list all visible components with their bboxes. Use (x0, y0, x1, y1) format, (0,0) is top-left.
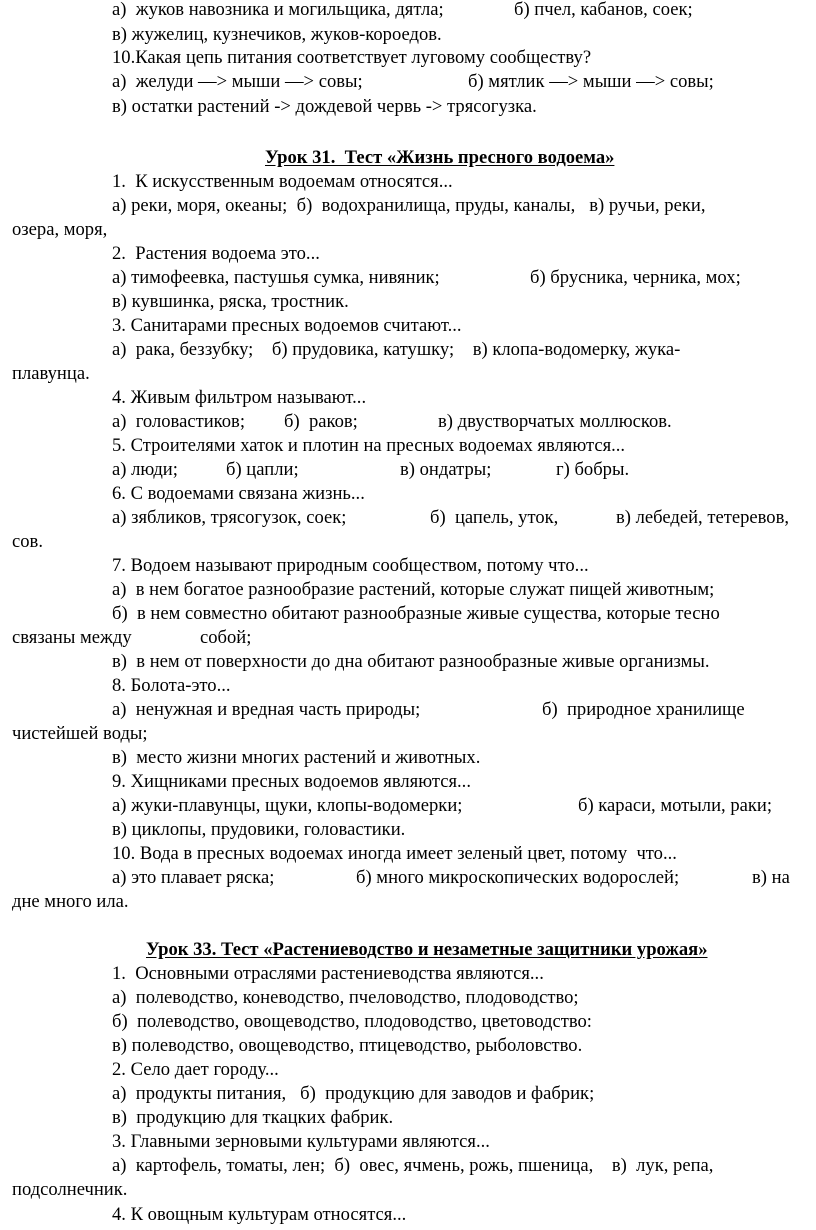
question-line: 2. Село дает городу... (112, 1059, 279, 1080)
answer-line: а) люди; (112, 459, 178, 480)
answer-line: а) головастиков; (112, 411, 245, 432)
answer-line: в) остатки растений -> дождевой червь -> трясогузка. (112, 96, 537, 117)
answer-line: а) полеводство, коневодство, пчеловодство, плодоводство; (112, 987, 579, 1008)
answer-line: подсолнечник. (12, 1179, 128, 1200)
question-line: 10. Вода в пресных водоемах иногда имеет зеленый цвет, потому что... (112, 843, 677, 864)
answer-line: в) двустворчатых моллюсков. (438, 411, 672, 432)
answer-line: а) зябликов, трясогузок, соек; (112, 507, 347, 528)
answer-line: а) в нем богатое разнообразие растений, которые служат пищей животным; (112, 579, 715, 600)
answer-line: б) цапель, уток, (430, 507, 559, 528)
question-line: 9. Хищниками пресных водоемов являются... (112, 771, 471, 792)
answer-line: б) много микроскопических водорослей; (356, 867, 680, 888)
answer-line: б) караси, мотыли, раки; (578, 795, 773, 816)
answer-line: б) пчел, кабанов, соек; (514, 0, 693, 20)
answer-line: собой; (200, 627, 252, 648)
section-title: Урок 33. Тест «Растениеводство и незаметные защитники урожая» (146, 939, 708, 960)
answer-line: в) кувшинка, ряска, тростник. (112, 291, 349, 312)
question-line: 4. Живым фильтром называют... (112, 387, 367, 408)
answer-line: а) желуди —> мыши —> совы; (112, 71, 363, 92)
section-title: Урок 31. Тест «Жизнь пресного водоема» (265, 147, 615, 168)
answer-line: в) жужелиц, кузнечиков, жуков-короедов. (112, 24, 442, 45)
question-line: 4. К овощным культурам относятся... (112, 1204, 407, 1225)
answer-line: а) тимофеевка, пастушья сумка, нивяник; (112, 267, 440, 288)
answer-line: в) продукцию для ткацких фабрик. (112, 1107, 394, 1128)
question-line: 3. Главными зерновыми культурами являются... (112, 1131, 490, 1152)
answer-line: б) мятлик —> мыши —> совы; (468, 71, 714, 92)
answer-line: в) лебедей, тетеревов, (616, 507, 790, 528)
answer-line: а) рака, беззубку; б) прудовика, катушку; в) клопа-водомерку, жука- (112, 339, 681, 360)
question-line: 2. Растения водоема это... (112, 243, 320, 264)
answer-line: в) в нем от поверхности до дна обитают разнообразные живые организмы. (112, 651, 710, 672)
answer-line: в) полеводство, овощеводство, птицеводство, рыболовство. (112, 1035, 583, 1056)
answer-line: б) брусника, черника, мох; (530, 267, 741, 288)
answer-line: б) цапли; (226, 459, 299, 480)
answer-line: в) на (752, 867, 790, 888)
answer-line: б) природное хранилище (542, 699, 745, 720)
answer-line: а) это плавает ряска; (112, 867, 275, 888)
question-line: 1. Основными отраслями растениеводства являются... (112, 963, 544, 984)
question-line: 6. С водоемами связана жизнь... (112, 483, 365, 504)
answer-line: б) раков; (284, 411, 358, 432)
answer-line: а) жуки-плавунцы, щуки, клопы-водомерки; (112, 795, 463, 816)
answer-line: чистейшей воды; (12, 723, 148, 744)
answer-line: сов. (12, 531, 43, 552)
answer-line: а) ненужная и вредная часть природы; (112, 699, 421, 720)
question-line: 5. Строителями хаток и плотин на пресных водоемах являются... (112, 435, 626, 456)
question-line: 1. К искусственным водоемам относятся... (112, 171, 453, 192)
answer-line: а) картофель, томаты, лен; б) овес, ячмень, рожь, пшеница, в) лук, репа, (112, 1155, 714, 1176)
answer-line: а) продукты питания, б) продукцию для заводов и фабрик; (112, 1083, 595, 1104)
question-line: 3. Санитарами пресных водоемов считают... (112, 315, 462, 336)
answer-line: плавунца. (12, 363, 90, 384)
answer-line: дне много ила. (12, 891, 129, 912)
question-line: 7. Водоем называют природным сообществом, потому что... (112, 555, 589, 576)
answer-line: б) полеводство, овощеводство, плодоводство, цветоводство: (112, 1011, 592, 1032)
answer-line: г) бобры. (556, 459, 630, 480)
answer-line: а) жуков навозника и могильщика, дятла; (112, 0, 444, 20)
answer-line: в) место жизни многих растений и животных. (112, 747, 481, 768)
answer-line: б) в нем совместно обитают разнообразные живые существа, которые тесно (112, 603, 720, 624)
answer-line: в) циклопы, прудовики, головастики. (112, 819, 406, 840)
answer-line: а) реки, моря, океаны; б) водохранилища, пруды, каналы, в) ручьи, реки, (112, 195, 706, 216)
answer-line: в) ондатры; (400, 459, 492, 480)
question-line: 10.Какая цепь питания соответствует луговому сообществу? (112, 47, 592, 68)
answer-line: связаны между (12, 627, 132, 648)
question-line: 8. Болота-это... (112, 675, 231, 696)
answer-line: озера, моря, (12, 219, 108, 240)
